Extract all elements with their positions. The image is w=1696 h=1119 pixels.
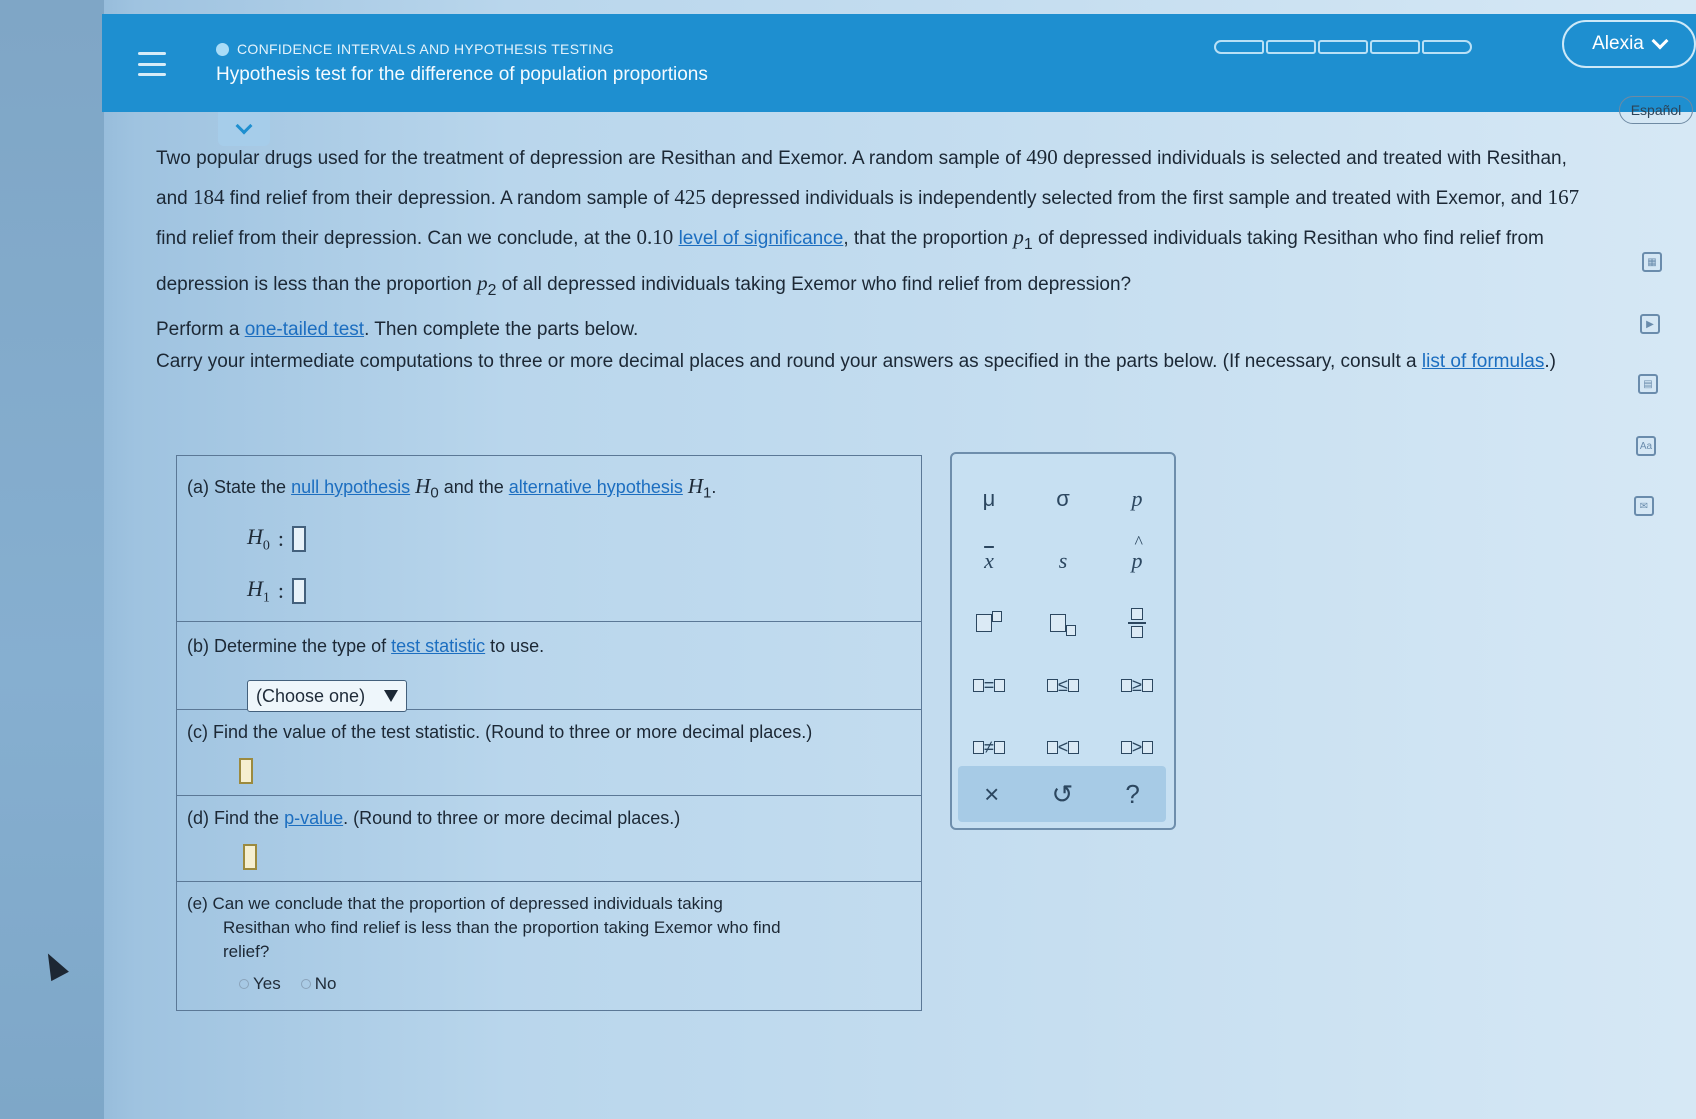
part-text: to use. (485, 636, 545, 656)
h0-subscript: 0 (430, 484, 439, 502)
h0-label-subscript: 0 (262, 538, 270, 554)
part-c-prompt (187, 722, 812, 743)
test-statistic-input[interactable] (239, 758, 253, 784)
problem-text: depressed individuals is selected and treated with Resithan, and (156, 148, 1567, 209)
fraction-button[interactable] (1100, 592, 1174, 654)
sample-size-2: 425 (674, 185, 706, 209)
box-icon (1121, 679, 1132, 692)
part-text: State the (214, 477, 292, 497)
less-equal-symbol: ≤ (1058, 674, 1068, 695)
less-equal-button[interactable] (1026, 654, 1100, 716)
equals-symbol: = (983, 674, 995, 695)
subscript-button[interactable] (1026, 592, 1100, 654)
greater-than-symbol: > (1131, 736, 1143, 757)
clear-button[interactable]: × (984, 778, 1000, 809)
textbook-icon[interactable]: ▤ (1632, 368, 1664, 400)
part-text: Can we conclude that the proportion of depressed individuals taking (212, 894, 723, 913)
colon: : (277, 526, 285, 552)
less-than-symbol: < (1057, 736, 1069, 757)
no-radio[interactable] (301, 979, 311, 989)
greater-equal-button[interactable] (1100, 654, 1174, 716)
part-label: (c) (187, 722, 208, 742)
yes-radio[interactable] (239, 979, 249, 989)
part-text: Resithan who find relief is less than the proportion taking Exemor who find (223, 918, 781, 937)
header-bar (102, 14, 1696, 112)
part-e (177, 882, 921, 1010)
progress-segment (1370, 40, 1420, 54)
help-button[interactable]: ? (1125, 778, 1140, 809)
p-value-link[interactable]: p-value (284, 808, 344, 828)
part-c (177, 710, 921, 796)
box-icon (1068, 741, 1079, 754)
h1-subscript: 1 (703, 484, 712, 502)
conclusion-options (239, 974, 336, 994)
progress-segment (1266, 40, 1316, 54)
box-icon (1066, 625, 1076, 636)
language-button[interactable]: Español (1619, 96, 1693, 124)
h0-symbol: H (415, 474, 431, 498)
equals-button[interactable] (952, 654, 1026, 716)
part-a-prompt (187, 474, 716, 502)
perform-paragraph (156, 310, 1586, 349)
box-icon (994, 741, 1005, 754)
mu-button[interactable]: μ (982, 486, 996, 511)
mail-icon[interactable]: ✉ (1628, 490, 1660, 522)
fraction-bar-icon (1128, 622, 1146, 624)
user-menu-button[interactable] (1562, 20, 1696, 68)
box-icon (1047, 741, 1058, 754)
topic-dot-icon (216, 43, 229, 56)
yes-option[interactable] (239, 974, 281, 994)
dropdown-arrow-icon (384, 690, 398, 702)
h0-row (247, 524, 306, 554)
sample-size-1: 490 (1026, 145, 1058, 169)
progress-segment (1214, 40, 1264, 54)
box-icon (1068, 679, 1079, 692)
yes-label: Yes (253, 974, 281, 993)
dictionary-icon[interactable]: Aa (1630, 430, 1662, 462)
box-icon (973, 679, 984, 692)
test-statistic-link[interactable]: test statistic (391, 636, 486, 656)
box-icon (992, 611, 1002, 622)
part-text: Determine the type of (214, 636, 392, 656)
problem-paragraph (156, 138, 1586, 310)
success-count-2: 167 (1547, 185, 1580, 209)
carry-paragraph (156, 349, 1586, 375)
palette-grid (952, 468, 1174, 778)
problem-text: of depressed individuals taking Resithan who find relief from depression is less than the proportion (156, 228, 1544, 295)
part-d-prompt (187, 808, 680, 829)
palette-footer (958, 766, 1166, 822)
box-icon (1131, 608, 1143, 620)
box-icon (1050, 614, 1066, 632)
part-text: Find the value of the test statistic. (Round to three or more decimal places.) (213, 722, 813, 742)
problem-text: depressed individuals is independently selected from the first sample and treated with Exemor, and (705, 188, 1548, 209)
calculator-icon[interactable]: ▦ (1636, 246, 1668, 278)
progress-segment (1422, 40, 1472, 54)
video-icon[interactable]: ▶ (1634, 308, 1666, 340)
h0-label: H (247, 524, 263, 549)
no-option[interactable] (301, 974, 337, 994)
part-b (177, 622, 921, 710)
superscript-button[interactable] (952, 592, 1026, 654)
part-b-prompt (187, 636, 544, 657)
p-button[interactable]: p (1131, 486, 1143, 511)
h0-answer-input[interactable] (292, 526, 306, 552)
h1-row (247, 576, 306, 606)
part-label: (a) (187, 477, 209, 497)
question-panel (176, 455, 922, 1011)
test-statistic-select[interactable] (247, 680, 407, 712)
greater-equal-symbol: ≥ (1132, 674, 1142, 695)
phat-symbol: p (1131, 548, 1143, 573)
topic-label: CONFIDENCE INTERVALS AND HYPOTHESIS TESTING (237, 41, 614, 57)
colon: : (277, 578, 285, 604)
menu-icon[interactable] (138, 52, 166, 76)
success-count-1: 184 (192, 185, 225, 209)
problem-text: of all depressed individuals taking Exemor who find relief from depression? (496, 273, 1132, 295)
part-label: (e) (187, 894, 208, 913)
problem-text: Two popular drugs used for the treatment of depression are Resithan and Exemor. A random sample of (156, 148, 1027, 169)
h1-label-subscript: 1 (262, 590, 270, 606)
part-d (177, 796, 921, 882)
p2-subscript: 2 (487, 281, 497, 299)
part-text: . (711, 477, 717, 497)
problem-text: find relief from their depression. A random sample of (224, 188, 675, 209)
part-text: Find the (214, 808, 285, 828)
carry-text: Carry your intermediate computations to three or more decimal places and round your answers as specified in the parts below. (If necessary, consult a (156, 350, 1422, 372)
box-icon (1142, 679, 1153, 692)
page-title: Hypothesis test for the difference of population proportions (216, 64, 708, 85)
problem-text: , that the proportion (843, 228, 1014, 249)
phat-button[interactable] (1100, 530, 1174, 592)
s-button[interactable]: s (1058, 548, 1068, 573)
no-label: No (314, 974, 337, 993)
box-icon (994, 679, 1005, 692)
problem-text: find relief from their depression. Can we conclude, at the (156, 228, 637, 249)
box-icon (1142, 741, 1153, 754)
problem-statement (156, 138, 1586, 375)
part-label: (b) (187, 636, 209, 656)
alternative-hypothesis-link[interactable]: alternative hypothesis (508, 477, 683, 497)
part-text: relief? (223, 942, 270, 961)
undo-button[interactable]: ↺ (1051, 778, 1074, 809)
chevron-down-icon (236, 118, 253, 135)
box-icon (1121, 741, 1132, 754)
select-value: (Choose one) (256, 685, 366, 706)
formulas-link[interactable]: list of formulas (1421, 350, 1545, 372)
math-palette (950, 452, 1176, 830)
p1-symbol: p (1013, 225, 1024, 249)
not-equal-symbol: ≠ (984, 736, 994, 757)
null-hypothesis-link[interactable]: null hypothesis (291, 477, 411, 497)
significance-link[interactable]: level of significance (678, 228, 844, 249)
sigma-button[interactable]: σ (1056, 486, 1070, 511)
perform-text: Perform a (156, 318, 245, 340)
box-icon (976, 614, 992, 632)
perform-text: . Then complete the parts below. (364, 318, 639, 340)
part-e-prompt (187, 892, 781, 964)
progress-segment (1318, 40, 1368, 54)
significance-level: 0.10 (636, 225, 674, 249)
p2-symbol: p (477, 270, 488, 295)
topic-row (216, 41, 614, 57)
part-text: . (Round to three or more decimal places.) (343, 808, 681, 828)
hat-icon: ^ (1134, 532, 1143, 552)
part-a (177, 456, 921, 622)
p1-subscript: 1 (1023, 235, 1033, 253)
one-tailed-test-link[interactable]: one-tailed test (244, 318, 365, 340)
h1-label: H (247, 576, 263, 601)
part-text: and the (438, 477, 509, 497)
h1-symbol: H (687, 474, 704, 498)
xbar-button[interactable]: $\overline{x}$ (984, 548, 994, 573)
progress-bar (1214, 40, 1472, 54)
carry-text: .) (1544, 350, 1556, 372)
box-icon (1131, 626, 1143, 638)
h1-answer-input[interactable] (292, 578, 306, 604)
part-label: (d) (187, 808, 209, 828)
box-icon (1047, 679, 1058, 692)
chevron-down-icon (1651, 33, 1668, 50)
user-name: Alexia (1592, 33, 1644, 54)
p-value-input[interactable] (243, 844, 257, 870)
box-icon (973, 741, 984, 754)
